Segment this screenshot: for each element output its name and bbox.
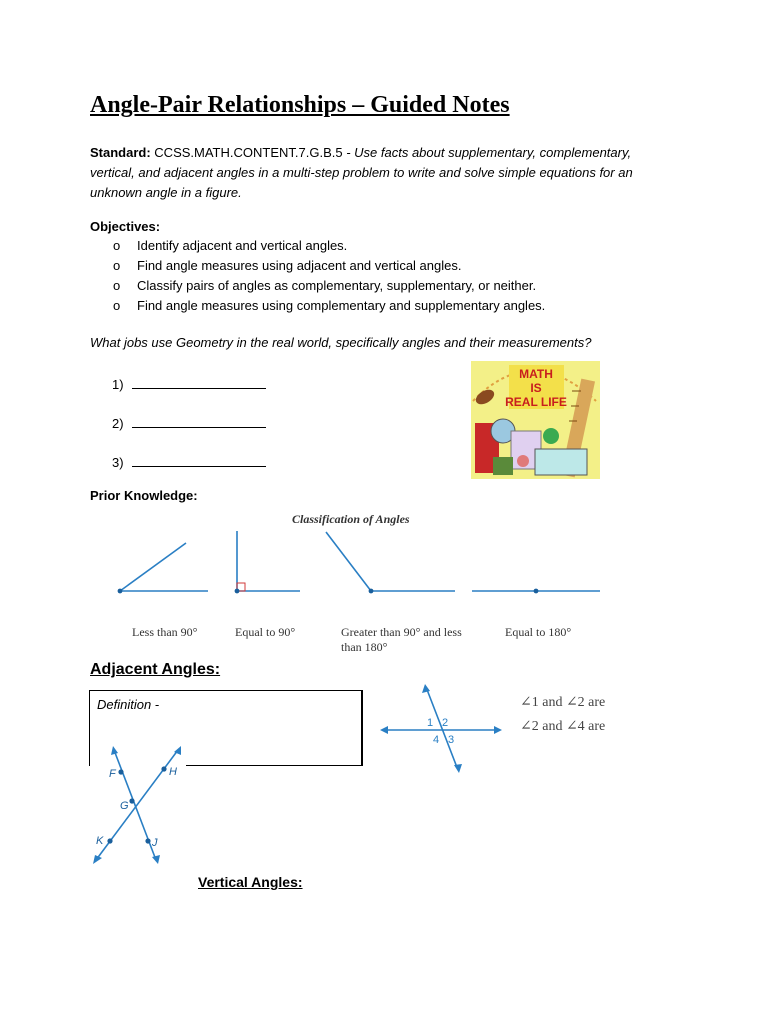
answer-blank-1[interactable]	[112, 374, 266, 392]
bullet: o	[113, 238, 121, 253]
angle-number-2: 2	[442, 717, 449, 729]
statement-1-2: ∠1 and ∠2 are	[520, 695, 606, 710]
bullet: o	[113, 298, 121, 313]
vertical-points-diagram	[88, 742, 188, 870]
clipart-text-1: MATH	[519, 367, 553, 381]
angle-number-1: 1	[427, 717, 434, 729]
blank-number: 1)	[112, 377, 124, 392]
straight-label: Equal to 180°	[505, 625, 572, 639]
definition-label: Definition -	[97, 697, 160, 712]
standard-text: - Use facts about supplementary, complementary, vertical, and adjacent angles in a multi-step problem to write and solve simple equations for an unknown angle in a figure.	[90, 145, 633, 200]
clipart-text-3: REAL LIFE	[505, 395, 567, 409]
acute-label: Less than 90°	[132, 625, 198, 639]
obtuse-label: Greater than 90° and less than 180°	[341, 625, 462, 654]
objectives-heading: Objectives:	[90, 219, 161, 234]
right-label: Equal to 90°	[235, 625, 296, 639]
answer-blank-3[interactable]	[112, 452, 266, 470]
obtuse-ray	[326, 532, 371, 591]
acute-ray	[120, 543, 186, 591]
angle-number-3: 3	[448, 734, 455, 746]
standard-paragraph	[90, 143, 670, 203]
clipart-text-2: IS	[530, 381, 542, 395]
list-item	[113, 276, 545, 296]
list-item	[113, 296, 545, 316]
angle-number-4: 4	[433, 734, 440, 746]
bullet: o	[113, 278, 121, 293]
answer-blank-2[interactable]	[112, 413, 266, 431]
angle-classification-diagram	[110, 528, 610, 608]
point-label-k: K	[96, 835, 104, 847]
objectives-list	[113, 236, 545, 316]
vertical-angles-heading: Vertical Angles:	[198, 874, 303, 890]
numbered-angles-diagram	[378, 684, 503, 774]
objective-text: Classify pairs of angles as complementary, supplementary, or neither.	[137, 278, 537, 293]
blank-number: 3)	[112, 455, 124, 470]
page-title: Angle-Pair Relationships – Guided Notes	[90, 92, 510, 118]
prior-knowledge-heading: Prior Knowledge:	[90, 488, 198, 503]
blank-number: 2)	[112, 416, 124, 431]
point-label-h: H	[169, 766, 177, 778]
point-label-g: G	[120, 800, 129, 812]
adjacent-angles-heading: Adjacent Angles:	[90, 661, 221, 678]
blank-line[interactable]	[132, 374, 266, 389]
list-item	[113, 236, 545, 256]
objective-text: Find angle measures using complementary and supplementary angles.	[137, 298, 546, 313]
jobs-question: What jobs use Geometry in the real world, specifically angles and their measurements?	[90, 335, 592, 350]
clipart-graphic	[471, 361, 600, 479]
objective-text: Find angle measures using adjacent and vertical angles.	[137, 258, 462, 273]
math-real-life-clipart	[471, 361, 600, 479]
definition-box-bottom	[186, 765, 362, 766]
objective-text: Identify adjacent and vertical angles.	[137, 238, 348, 253]
blank-line[interactable]	[132, 413, 266, 428]
classification-title: Classification of Angles	[292, 512, 410, 526]
statement-2-4: ∠2 and ∠4 are	[520, 719, 606, 734]
standard-label: Standard:	[90, 145, 151, 160]
bullet: o	[113, 258, 121, 273]
point-label-f: F	[109, 768, 116, 780]
definition-box-edge	[361, 690, 362, 766]
standard-code: CCSS.MATH.CONTENT.7.G.B.5	[154, 145, 343, 160]
blank-line[interactable]	[132, 452, 266, 467]
list-item	[113, 256, 545, 276]
point-label-j: J	[152, 837, 158, 849]
